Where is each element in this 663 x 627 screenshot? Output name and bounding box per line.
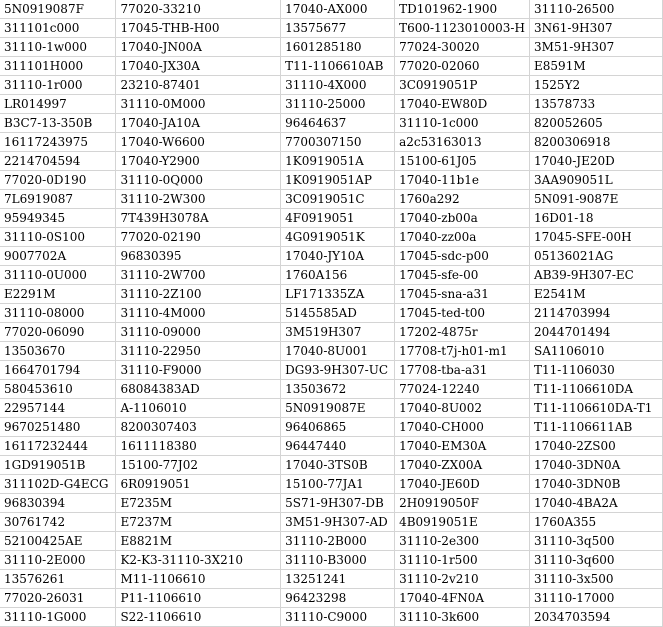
- table-cell[interactable]: 1760A156: [281, 266, 395, 285]
- table-cell[interactable]: 31110-1r000: [0, 76, 116, 95]
- table-cell[interactable]: 31110-C9000: [281, 608, 395, 627]
- table-cell[interactable]: 17045-sfe-00: [395, 266, 530, 285]
- table-cell[interactable]: 17040-JE60D: [395, 475, 530, 494]
- table-cell[interactable]: 31110-3k600: [395, 608, 530, 627]
- table-cell[interactable]: 17040-EW80D: [395, 95, 530, 114]
- table-cell[interactable]: 17040-2ZS00: [530, 437, 663, 456]
- table-cell[interactable]: 77020-26031: [0, 589, 116, 608]
- table-cell[interactable]: 9670251480: [0, 418, 116, 437]
- table-cell[interactable]: 13576261: [0, 570, 116, 589]
- table-row: [0, 171, 663, 190]
- table-cell[interactable]: K2-K3-31110-3X210: [116, 551, 281, 570]
- table-cell[interactable]: 17040-8U001: [281, 342, 395, 361]
- table-row: [0, 228, 663, 247]
- table-row: [0, 456, 663, 475]
- table-cell[interactable]: 3M51-9H307-AD: [281, 513, 395, 532]
- table-cell[interactable]: 17040-ZX00A: [395, 456, 530, 475]
- table-cell[interactable]: 2034703594: [530, 608, 663, 627]
- table-cell[interactable]: 96423298: [281, 589, 395, 608]
- table-row: [0, 532, 663, 551]
- table-cell[interactable]: 05136021AG: [530, 247, 663, 266]
- table-cell[interactable]: 2114703994: [530, 304, 663, 323]
- table-cell[interactable]: 31110-3x500: [530, 570, 663, 589]
- table-cell[interactable]: 17040-JN00A: [116, 38, 281, 57]
- table-row: [0, 513, 663, 532]
- table-cell[interactable]: 13251241: [281, 570, 395, 589]
- table-cell[interactable]: LF171335ZA: [281, 285, 395, 304]
- table-cell[interactable]: 31110-2v210: [395, 570, 530, 589]
- table-cell[interactable]: 9007702A: [0, 247, 116, 266]
- table-cell[interactable]: 31110-F9000: [116, 361, 281, 380]
- table-row: [0, 114, 663, 133]
- table-cell[interactable]: 17040-3TS0B: [281, 456, 395, 475]
- table-row: [0, 551, 663, 570]
- table-cell[interactable]: 31110-0U000: [0, 266, 116, 285]
- table-cell[interactable]: 17708-tba-a31: [395, 361, 530, 380]
- table-cell[interactable]: E7235M: [116, 494, 281, 513]
- table-cell[interactable]: 4F0919051: [281, 209, 395, 228]
- table-row: [0, 418, 663, 437]
- table-cell[interactable]: 31110-2W300: [116, 190, 281, 209]
- table-cell[interactable]: 31110-3q500: [530, 532, 663, 551]
- table-row: [0, 361, 663, 380]
- table-cell[interactable]: 31110-3q600: [530, 551, 663, 570]
- table-cell[interactable]: 17040-3DN0B: [530, 475, 663, 494]
- table-cell[interactable]: 7700307150: [281, 133, 395, 152]
- table-cell[interactable]: 16D01-18: [530, 209, 663, 228]
- table-cell[interactable]: 31110-0S100: [0, 228, 116, 247]
- table-row: [0, 95, 663, 114]
- table-cell[interactable]: 3AA909051L: [530, 171, 663, 190]
- table-cell[interactable]: 52100425AE: [0, 532, 116, 551]
- table-cell[interactable]: M11-1106610: [116, 570, 281, 589]
- table-cell[interactable]: 30761742: [0, 513, 116, 532]
- table-cell[interactable]: 1760a292: [395, 190, 530, 209]
- table-cell[interactable]: 13578733: [530, 95, 663, 114]
- table-cell[interactable]: T11-1106610DA: [530, 380, 663, 399]
- table-row: [0, 342, 663, 361]
- table-cell[interactable]: 1664701794: [0, 361, 116, 380]
- table-cell[interactable]: 22957144: [0, 399, 116, 418]
- table-row: [0, 76, 663, 95]
- table-cell[interactable]: 17045-sdc-p00: [395, 247, 530, 266]
- table-cell[interactable]: 17040-4FN0A: [395, 589, 530, 608]
- table-cell[interactable]: DG93-9H307-UC: [281, 361, 395, 380]
- table-cell[interactable]: 31110-0M000: [116, 95, 281, 114]
- table-row: [0, 304, 663, 323]
- table-row: [0, 266, 663, 285]
- table-cell[interactable]: T11-1106610DA-T1: [530, 399, 663, 418]
- table-cell[interactable]: 1601285180: [281, 38, 395, 57]
- table-cell[interactable]: 17040-zb00a: [395, 209, 530, 228]
- table-row: [0, 133, 663, 152]
- table-cell[interactable]: 4G0919051K: [281, 228, 395, 247]
- table-cell[interactable]: 31110-22950: [116, 342, 281, 361]
- table-cell[interactable]: 31110-0Q000: [116, 171, 281, 190]
- table-cell[interactable]: 16117243975: [0, 133, 116, 152]
- table-cell[interactable]: 13503672: [281, 380, 395, 399]
- table-cell[interactable]: 1K0919051AP: [281, 171, 395, 190]
- table-cell[interactable]: 17708-t7j-h01-m1: [395, 342, 530, 361]
- table-cell[interactable]: 96830395: [116, 247, 281, 266]
- table-cell[interactable]: 31110-4X000: [281, 76, 395, 95]
- table-row: [0, 247, 663, 266]
- table-cell[interactable]: TD101962-1900: [395, 0, 530, 19]
- table-row: [0, 608, 663, 627]
- table-cell[interactable]: 96447440: [281, 437, 395, 456]
- table-cell[interactable]: 2214704594: [0, 152, 116, 171]
- table-cell[interactable]: 17040-CH000: [395, 418, 530, 437]
- table-cell[interactable]: 95949345: [0, 209, 116, 228]
- table-cell[interactable]: 17040-JX30A: [116, 57, 281, 76]
- table-cell[interactable]: P11-1106610: [116, 589, 281, 608]
- table-cell[interactable]: 17040-3DN0A: [530, 456, 663, 475]
- table-cell[interactable]: 31110-1G000: [0, 608, 116, 627]
- table-cell[interactable]: E2541M: [530, 285, 663, 304]
- table-cell[interactable]: 2044701494: [530, 323, 663, 342]
- table-cell[interactable]: 17040-zz00a: [395, 228, 530, 247]
- table-cell[interactable]: 31110-08000: [0, 304, 116, 323]
- table-cell[interactable]: 77020-0D190: [0, 171, 116, 190]
- table-cell[interactable]: 31110-2W700: [116, 266, 281, 285]
- table-cell[interactable]: 31110-4M000: [116, 304, 281, 323]
- table-cell[interactable]: 17045-THB-H00: [116, 19, 281, 38]
- table-cell[interactable]: 31110-1r500: [395, 551, 530, 570]
- table-cell[interactable]: 17040-8U002: [395, 399, 530, 418]
- table-row: [0, 323, 663, 342]
- table-cell[interactable]: 96830394: [0, 494, 116, 513]
- table-row: [0, 475, 663, 494]
- table-cell[interactable]: 3C0919051C: [281, 190, 395, 209]
- table-cell[interactable]: T11-1106610AB: [281, 57, 395, 76]
- table-cell[interactable]: 96464637: [281, 114, 395, 133]
- table-cell[interactable]: 17040-4BA2A: [530, 494, 663, 513]
- table-cell[interactable]: 77020-33210: [116, 0, 281, 19]
- table-cell[interactable]: 5N091-9087E: [530, 190, 663, 209]
- table-cell[interactable]: A-1106010: [116, 399, 281, 418]
- table-row: [0, 190, 663, 209]
- table-cell[interactable]: 7L6919087: [0, 190, 116, 209]
- table-cell[interactable]: 17045-SFE-00H: [530, 228, 663, 247]
- table-cell[interactable]: 1760A355: [530, 513, 663, 532]
- table-row: [0, 285, 663, 304]
- table-cell[interactable]: 5S71-9H307-DB: [281, 494, 395, 513]
- table-cell[interactable]: 31110-B3000: [281, 551, 395, 570]
- table-row: [0, 494, 663, 513]
- table-cell[interactable]: 17040-JY10A: [281, 247, 395, 266]
- table-cell[interactable]: E8821M: [116, 532, 281, 551]
- table-cell[interactable]: 16117232444: [0, 437, 116, 456]
- table-cell[interactable]: 15100-77J02: [116, 456, 281, 475]
- table-cell[interactable]: 17040-Y2900: [116, 152, 281, 171]
- table-cell[interactable]: 311101c000: [0, 19, 116, 38]
- table-cell[interactable]: T600-1123010003-H: [395, 19, 530, 38]
- table-cell[interactable]: 17040-AX000: [281, 0, 395, 19]
- table-cell[interactable]: 311101H000: [0, 57, 116, 76]
- table-cell[interactable]: AB39-9H307-EC: [530, 266, 663, 285]
- table-cell[interactable]: 77024-12240: [395, 380, 530, 399]
- table-cell[interactable]: 77024-30020: [395, 38, 530, 57]
- table-cell[interactable]: 17040-JA10A: [116, 114, 281, 133]
- table-cell[interactable]: 1GD919051B: [0, 456, 116, 475]
- table-cell[interactable]: 17040-W6600: [116, 133, 281, 152]
- table-cell[interactable]: 6R0919051: [116, 475, 281, 494]
- table-cell[interactable]: 31110-2E000: [0, 551, 116, 570]
- table-row: [0, 0, 663, 19]
- table-cell[interactable]: 5N0919087E: [281, 399, 395, 418]
- table-cell[interactable]: B3C7-13-350B: [0, 114, 116, 133]
- table-cell[interactable]: 17202-4875r: [395, 323, 530, 342]
- table-cell[interactable]: 820052605: [530, 114, 663, 133]
- table-cell[interactable]: 31110-2B000: [281, 532, 395, 551]
- table-cell[interactable]: 31110-2Z100: [116, 285, 281, 304]
- table-cell[interactable]: E7237M: [116, 513, 281, 532]
- table-cell[interactable]: 77020-02060: [395, 57, 530, 76]
- table-cell[interactable]: 23210-87401: [116, 76, 281, 95]
- table-cell[interactable]: 1K0919051A: [281, 152, 395, 171]
- table-cell[interactable]: 5N0919087F: [0, 0, 116, 19]
- table-cell[interactable]: 3M519H307: [281, 323, 395, 342]
- table-cell[interactable]: 17045-sna-a31: [395, 285, 530, 304]
- table-cell[interactable]: 1525Y2: [530, 76, 663, 95]
- table-row: [0, 570, 663, 589]
- table-cell[interactable]: 13503670: [0, 342, 116, 361]
- table-cell[interactable]: 17040-EM30A: [395, 437, 530, 456]
- table-cell[interactable]: 15100-77JA1: [281, 475, 395, 494]
- table-cell[interactable]: SA1106010: [530, 342, 663, 361]
- table-cell[interactable]: 17040-11b1e: [395, 171, 530, 190]
- table-cell[interactable]: 3M51-9H307: [530, 38, 663, 57]
- table-row: [0, 19, 663, 38]
- table-cell[interactable]: 31110-17000: [530, 589, 663, 608]
- table-cell[interactable]: 31110-2e300: [395, 532, 530, 551]
- table-cell[interactable]: 31110-26500: [530, 0, 663, 19]
- table-cell[interactable]: 311102D-G4ECG: [0, 475, 116, 494]
- table-cell[interactable]: 7T439H3078A: [116, 209, 281, 228]
- table-cell[interactable]: 68084383AD: [116, 380, 281, 399]
- table-cell[interactable]: 580453610: [0, 380, 116, 399]
- table-cell[interactable]: a2c53163013: [395, 133, 530, 152]
- table-row: [0, 209, 663, 228]
- table-cell[interactable]: 1611118380: [116, 437, 281, 456]
- table-cell[interactable]: 8200306918: [530, 133, 663, 152]
- table-cell[interactable]: 31110-1w000: [0, 38, 116, 57]
- table-cell[interactable]: 31110-25000: [281, 95, 395, 114]
- table-cell[interactable]: 5145585AD: [281, 304, 395, 323]
- table-cell[interactable]: 17045-ted-t00: [395, 304, 530, 323]
- table-cell[interactable]: 96406865: [281, 418, 395, 437]
- table-cell[interactable]: 17040-JE20D: [530, 152, 663, 171]
- table-row: [0, 57, 663, 76]
- table-cell[interactable]: 4B0919051E: [395, 513, 530, 532]
- table-row: [0, 437, 663, 456]
- table-cell[interactable]: 3C0919051P: [395, 76, 530, 95]
- table-cell[interactable]: 13575677: [281, 19, 395, 38]
- table-cell[interactable]: E2291M: [0, 285, 116, 304]
- table-row: [0, 38, 663, 57]
- table-row: [0, 399, 663, 418]
- table-cell[interactable]: T11-1106030: [530, 361, 663, 380]
- table-cell[interactable]: 31110-1c000: [395, 114, 530, 133]
- table-cell[interactable]: 77020-02190: [116, 228, 281, 247]
- table-cell[interactable]: LR014997: [0, 95, 116, 114]
- table-cell[interactable]: T11-1106611AB: [530, 418, 663, 437]
- table-cell[interactable]: S22-1106610: [116, 608, 281, 627]
- table-row: [0, 152, 663, 171]
- table-cell[interactable]: 77020-06090: [0, 323, 116, 342]
- table-cell[interactable]: 15100-61J05: [395, 152, 530, 171]
- table-cell[interactable]: 2H0919050F: [395, 494, 530, 513]
- table-cell[interactable]: 31110-09000: [116, 323, 281, 342]
- table-row: [0, 380, 663, 399]
- table-cell[interactable]: 3N61-9H307: [530, 19, 663, 38]
- table-cell[interactable]: 8200307403: [116, 418, 281, 437]
- table-cell[interactable]: E8591M: [530, 57, 663, 76]
